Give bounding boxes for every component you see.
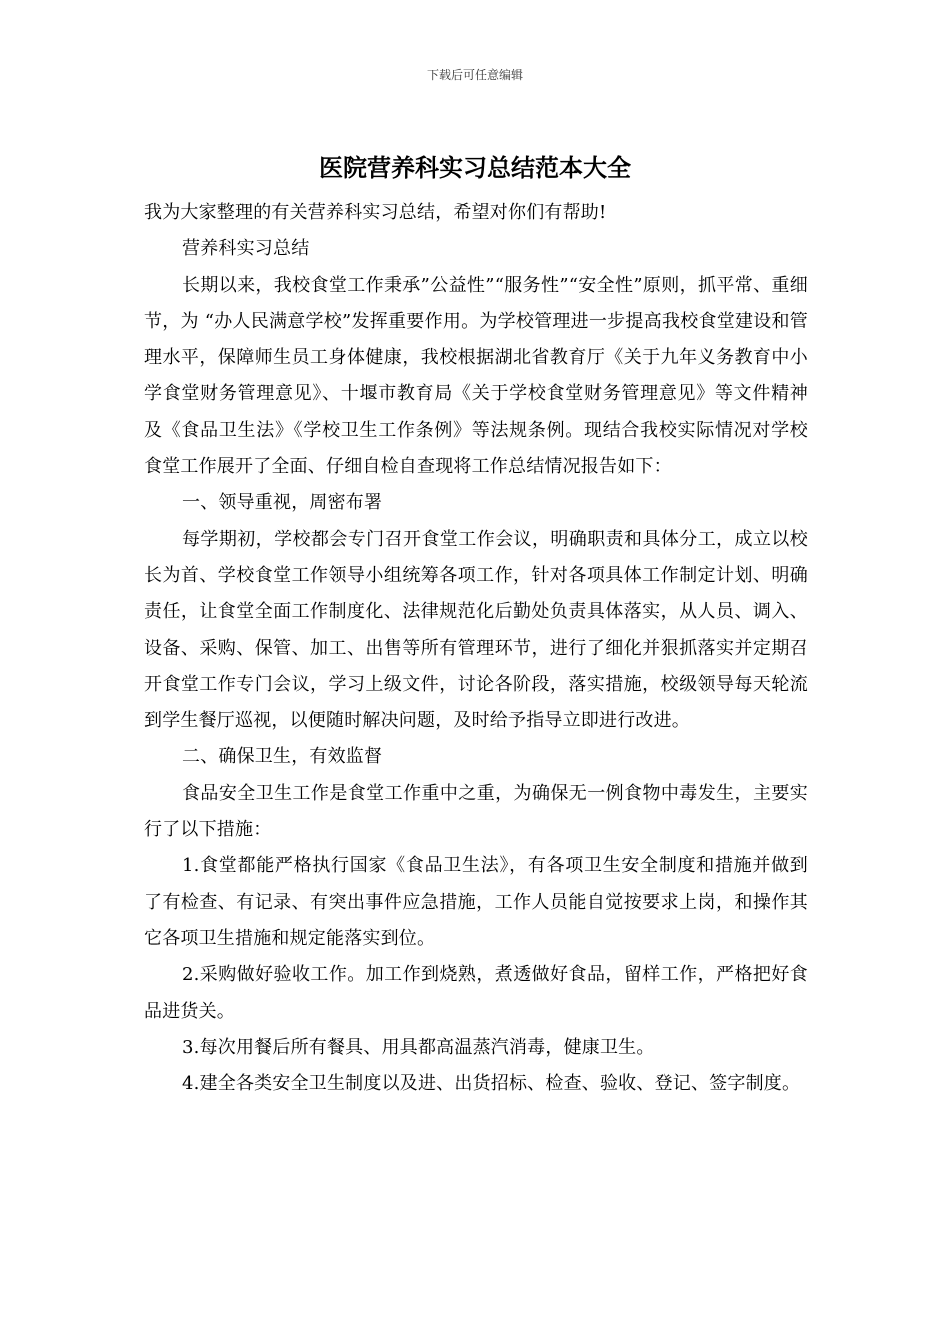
body-paragraph: 长期以来，我校食堂工作秉承”公益性”“服务性”“安全性”原则，抓平常、重细节，为 “办人民满意学校”发挥重要作用。为学校管理进一步提高我校食堂建设和管理水平，保障师生员工身体健康，我校根据湖北省教育厅《关于九年义务教育中小学食堂财务管理意见》、十堰市教育局《关于学校食堂财务管理意见》等文件精神及《食品卫生法》《学校卫生工作条例》等法规条例。现结合我校实际情况对学校食堂工作展开了全面、仔细自检自查现将工作总结情况报告如下：	[144, 274, 808, 478]
body-paragraph: 每学期初，学校都会专门召开食堂工作会议，明确职责和具体分工，成立以校长为首、学校食堂工作领导小组统筹各项工作，针对各项具体工作制定计划、明确责任，让食堂全面工作制度化、法律规范化后勤处负责具体落实，从人员、调入、设备、采购、保管、加工、出售等所有管理环节，进行了细化并狠抓落实并定期召开食堂工作专门会议，学习上级文件，讨论各阶段，落实措施，校级领导每天轮流到学生餐厅巡视，以便随时解决问题，及时给予指导立即进行改进。	[144, 528, 808, 732]
intro-paragraph: 我为大家整理的有关营养科实习总结，希望对你们有帮助!	[144, 202, 607, 223]
list-item: 3.每次用餐后所有餐具、用具都高温蒸汽消毒，健康卫生。	[182, 1036, 655, 1058]
header-note: 下载后可任意编辑	[426, 68, 523, 82]
document-title: 医院营养科实习总结范本大全	[319, 153, 631, 182]
document-body	[144, 195, 808, 1102]
section-heading: 一、领导重视，周密布署	[182, 492, 383, 514]
body-paragraph: 食品安全卫生工作是食堂工作重中之重，为确保无一例食物中毒发生，主要实行了以下措施：	[144, 782, 808, 841]
list-item: 4.建全各类安全卫生制度以及进、出货招标、检查、验收、登记、签字制度。	[182, 1073, 801, 1095]
list-item: 1.食堂都能严格执行国家《食品卫生法》，有各项卫生安全制度和措施并做到了有检查、有记录、有突出事件应急措施，工作人员能自觉按要求上岗，和操作其它各项卫生措施和规定能落实到位。	[144, 855, 808, 949]
subtitle-paragraph: 营养科实习总结	[182, 238, 310, 260]
section-heading: 二、确保卫生，有效监督	[182, 746, 383, 768]
list-item: 2.采购做好验收工作。加工作到烧熟，煮透做好食品，留样工作，严格把好食品进货关。	[144, 964, 808, 1022]
